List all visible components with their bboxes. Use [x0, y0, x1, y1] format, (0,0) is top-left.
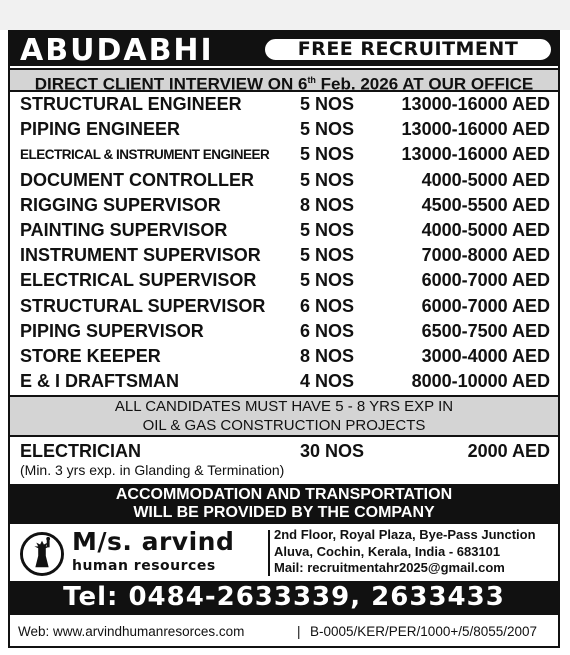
interview-banner: [10, 68, 558, 92]
job-salary: 13000-16000 AED: [401, 94, 550, 114]
address-line-1: 2nd Floor, Royal Plaza, Bye-Pass Junction: [274, 527, 536, 542]
job-title: E & I DRAFTSMAN: [20, 371, 179, 392]
divider: [268, 530, 270, 576]
job-count: 5 NOS: [300, 169, 355, 190]
electrician-title: ELECTRICIAN: [20, 441, 141, 461]
job-count: 6 NOS: [300, 320, 355, 341]
job-salary: 6000-7000 AED: [421, 270, 550, 291]
job-count: 5 NOS: [300, 119, 355, 140]
background-strip: [0, 0, 570, 30]
interview-suffix: Feb. 2026 AT OUR OFFICE: [315, 74, 534, 94]
job-row: [10, 193, 558, 218]
accommodation-line-1: ACCOMMODATION AND TRANSPORTATION: [115, 486, 453, 503]
job-title: ELECTRICAL & INSTRUMENT ENGINEER: [20, 147, 270, 163]
job-salary: 7000-8000 AED: [421, 245, 550, 266]
accommodation-banner: [10, 484, 558, 524]
job-row: [10, 218, 558, 243]
recruitment-ad: [8, 30, 560, 648]
experience-line-1: ALL CANDIDATES MUST HAVE 5 - 8 YRS EXP IN: [114, 398, 454, 415]
job-count: 8 NOS: [300, 345, 355, 366]
company-address: [274, 527, 536, 577]
header-band: [10, 32, 558, 66]
job-row: [10, 319, 558, 344]
job-salary: 4500-5500 AED: [421, 194, 550, 215]
job-count: 6 NOS: [300, 295, 355, 316]
mail-line: Mail: recruitmentahr2025@gmail.com: [274, 560, 505, 575]
job-salary: 13000-16000 AED: [401, 144, 550, 165]
company-block: [10, 524, 558, 580]
job-title: PIPING SUPERVISOR: [20, 320, 204, 341]
job-row: [10, 92, 558, 117]
electrician-note: (Min. 3 yrs exp. in Glanding & Termination): [20, 462, 285, 478]
job-count: 8 NOS: [300, 194, 355, 215]
company-tagline: human resources: [72, 558, 216, 574]
job-salary: 4000-5000 AED: [421, 169, 550, 190]
job-title: PAINTING SUPERVISOR: [20, 219, 228, 240]
electrician-salary: 2000 AED: [467, 441, 550, 461]
experience-line-2: OIL & GAS CONSTRUCTION PROJECTS: [142, 417, 426, 434]
city-title: ABUDABHI: [20, 33, 214, 68]
interview-sup: th: [307, 75, 316, 85]
job-count: 5 NOS: [300, 270, 355, 291]
job-row: [10, 294, 558, 319]
job-salary: 4000-5000 AED: [421, 219, 550, 240]
recruitment-tag-text: FREE RECRUITMENT: [297, 38, 519, 60]
job-row: [10, 369, 558, 394]
website-text: Web: www.arvindhumanresorces.com: [18, 624, 245, 639]
job-salary: 3000-4000 AED: [421, 345, 550, 366]
job-title: STRUCTURAL SUPERVISOR: [20, 295, 266, 316]
job-row: [10, 117, 558, 142]
experience-banner: [10, 395, 558, 437]
registration-number: B-0005/KER/PER/1000+/5/8055/2007: [310, 624, 538, 639]
job-row: [10, 168, 558, 193]
job-title: RIGGING SUPERVISOR: [20, 194, 221, 215]
job-title: DOCUMENT CONTROLLER: [20, 169, 254, 190]
job-row: [10, 142, 558, 167]
company-name: M/s. arvind: [72, 527, 235, 556]
job-title: PIPING ENGINEER: [20, 119, 181, 140]
interview-prefix: DIRECT CLIENT INTERVIEW ON 6: [34, 74, 308, 94]
electrician-count: 30 NOS: [300, 441, 365, 461]
footer: [10, 618, 558, 646]
job-title: INSTRUMENT SUPERVISOR: [20, 245, 261, 266]
recruitment-tag: [263, 37, 553, 62]
address-line-2: Aluva, Cochin, Kerala, India - 683101: [274, 543, 501, 559]
job-count: 5 NOS: [300, 245, 355, 266]
job-title: STRUCTURAL ENGINEER: [20, 94, 242, 114]
job-count: 5 NOS: [300, 144, 355, 165]
job-salary: 8000-10000 AED: [411, 371, 550, 392]
job-list: [10, 92, 558, 394]
job-salary: 13000-16000 AED: [401, 119, 550, 140]
telephone-banner: Tel: 0484-2633339, 2633433: [10, 581, 558, 615]
job-salary: 6000-7000 AED: [421, 295, 550, 316]
accommodation-line-2: WILL BE PROVIDED BY THE COMPANY: [133, 504, 435, 521]
job-title: STORE KEEPER: [20, 345, 161, 366]
job-salary: 6500-7500 AED: [421, 320, 550, 341]
job-row: [10, 243, 558, 268]
job-count: 4 NOS: [300, 371, 355, 392]
liberty-statue-icon: [20, 532, 64, 576]
footer-separator: |: [297, 624, 301, 639]
job-count: 5 NOS: [300, 94, 355, 114]
job-count: 5 NOS: [300, 219, 355, 240]
job-row: [10, 344, 558, 369]
job-title: ELECTRICAL SUPERVISOR: [20, 270, 257, 291]
job-row: [10, 268, 558, 293]
